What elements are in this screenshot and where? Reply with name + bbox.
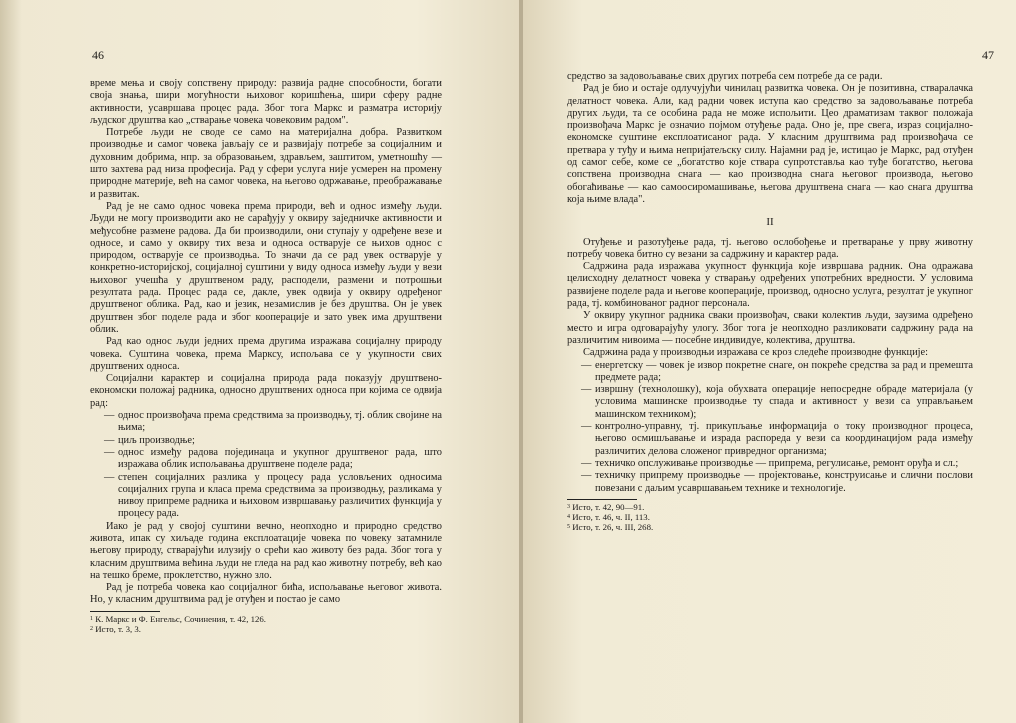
paragraph: време мења и своју сопствену природу: развија радне способности, богати своја знања, шири могућности њиховог коришћења, шири сферу радне активности, усавршава процес рада. Због тога Маркс и разматра историју људског друштва као „стварање човека човековим радом".: [90, 78, 442, 126]
list-item: — контролно-управну, тј. прикупљање информација о току производног процеса, његово осмишљавање и израда распореда у вези са координацијом рада између различитих делова сложеног привредног организма;: [583, 421, 973, 458]
list: [567, 360, 973, 495]
footnote: $^5$ Исто, т. 26, ч. III, 268.: [567, 522, 654, 533]
list: [90, 410, 442, 521]
footnote: $^1$ К. Маркс и Ф. Енгельс, Сочинения, т. 42, 126.: [90, 613, 267, 624]
paragraph: Рад је не само однос човека према природи, већ и однос између људи. Људи не могу производити ако не сарађују у оквиру заједничке активности и међусобне размене радова. Да би производили, они ступају у одређене везе и односе, и само у оквиру тих веза и односа остварује се њихов однос с природом, остварује се производња. То значи да се рад увек остварује у конкретно-историјској, социјалној суштини у виду односа између људи у вези њиховог учешћа у друштвеном раду, расподели, размени и потрошњи резултата рада. Процес рада се, дакле, увек одвија у оквиру одређеног друштвеног облика. Рад, као и језик, незамислив је без друштва. Он је увек друштвен због поделе рада и због кооперације и зато увек има друштвени облик.: [90, 200, 442, 335]
footnote-divider: [567, 499, 637, 500]
footnote-divider: [90, 611, 160, 612]
footnote-text: Исто, т. 42, 90—91.: [572, 501, 645, 512]
list-item: — енергетску — човек је извор покретне снаге, он покреће средства за рад и премешта предмете рада;: [583, 360, 973, 385]
footnote-text: Исто, т. 3, 3.: [95, 623, 141, 634]
paragraph: Рад је био и остаје одлучујући чинилац развитка човека. Он је позитивна, стваралачка делатност човека. Али, кад радни човек иступа као средство за задовољавање потреба других људи, та се особина рада не може испољити. Цео драматизам таквог положаја произвођача Маркс је означио појмом отуђење рада. Оно је, пре свега, израз социјално-економске суштине експлоатисаног рада. У класним друштвима рад произвођача се претвара у туђу и њима непријатељску силу. Најамни рад је, истицао је Маркс, рад отуђен од самог себе, коме се „богатство које ствара супротставља као туђе богатство, његова сопствена производна снага — као производна снага његовог производа, његово обогаћивање — као самоосиромашивање, његова друштвена снага — као снага друштва која њиме влада".: [567, 83, 973, 205]
paragraph: У оквиру укупног радника сваки произвођач, сваки колектив људи, заузима одређено место и игра одговарајућу улогу. Због тога је неопходно разликовати садржину рада на различитим нивоима — посебне индивидуе, колектива, друштва.: [567, 310, 973, 346]
paragraph: средство за задовољавање свих других потреба сем потребе да се ради.: [567, 71, 883, 82]
left-page-body: [90, 78, 442, 634]
page-number-left: 46: [92, 48, 104, 62]
list-item: — извршну (технолошку), која обухвата операције непосредне обраде материјала (у условима машинске производње ту спада и активност у вези са управљањем машинском техником);: [583, 384, 973, 421]
paragraph: Рад је потреба човека као социјалног бића, испољавање његовог живота. Но, у класним друштвима рад је отуђен и постао је само: [90, 582, 442, 606]
footnote: $^4$ Исто, т. 46, ч. II, 113.: [567, 512, 650, 522]
footnote-text: Исто, т. 26, ч. III, 268.: [572, 522, 654, 533]
paragraph: Социјални карактер и социјална природа рада показују друштвено-економски положај радника, односно друштвених односа при којима се одвија рад:: [90, 373, 442, 409]
right-page: [523, 0, 1016, 723]
section-heading: II: [766, 216, 774, 229]
list-item: — циљ производње;: [106, 435, 442, 447]
page-number-right: 47: [982, 48, 994, 62]
paragraph: Отуђење и разотуђење рада, тј. његово ослобођење и претварање у прву животну потребу човека битно су везани за садржину и карактер рада.: [567, 236, 973, 260]
footnote: $^2$ Исто, т. 3, 3.: [90, 623, 141, 634]
paragraph: Рад као однос људи једних према другима изражава социјалну природу човека. Суштина човека, према Марксу, испољава се у укупности свих друштвених односа.: [90, 336, 442, 372]
footnote-text: К. Маркс и Ф. Енгельс, Сочинения, т. 42, 126.: [95, 613, 267, 624]
paragraph: Садржина рада изражава укупност функција које извршава радник. Она одражава целисходну делатност човека у стварању одређених употребних вредности. У условима развијене поделе рада и његове кооперације, производ, односно услуга, резултат је укупног рада, тј. комбинованог радног персонала.: [567, 261, 973, 310]
list-item: — техничку припрему производње — пројектовање, конструисање и слични послови повезани с даљим усавршавањем технике и технологије.: [583, 470, 973, 495]
footnote: $^3$ Исто, т. 42, 90—91.: [567, 501, 645, 512]
list-item: — однос између радова појединаца и укупног друштвеног рада, што изражава облик испољавања друштвене поделе рада;: [106, 447, 442, 472]
paragraph: Иако је рад у својој суштини вечно, неопходно и природно средство живота, ипак су хиљаде година експлоатације човека по човеку затамниле његову природу, стварајући илузију о срећи као животу без рада. Због тога у класним друштвима већина људи не гледа на рад као животну потребу, већ као на тешко бреме, проклетство, нужно зло.: [90, 520, 442, 581]
list-item: — степен социјалних разлика у процесу рада условљених односима социјалних група и класа према средствима за производњу, разликама у нивоу припреме радника и њиховом извршавању различитих функција у процесу рада.: [106, 472, 442, 521]
page-edge-shadow: [0, 0, 22, 723]
paragraph: Садржина рада у производњи изражава се кроз следеће производне функције:: [583, 347, 929, 359]
list-item: — однос произвођача према средствима за производњу, тј. облик својине на њима;: [106, 410, 442, 435]
paragraph: Потребе људи не своде се само на материјална добра. Развитком производње и самог човека јављају се и развијају потребе за социјалним и духовним добрима, нпр. за образовањем, здрављем, заштитом, уметношћу — што захтева рад низа професија. Рад у сфери услуга није усмерен на промену природне материје, већ на самог човека, на његово одржавање, преображавање и развитак.: [90, 127, 442, 200]
footnote-text: Исто, т. 46, ч. II, 113.: [572, 512, 650, 522]
list-item: — техничко опслуживање производње — припрема, регулисање, ремонт оруђа и сл.;: [583, 458, 973, 470]
right-page-body: [567, 71, 973, 532]
